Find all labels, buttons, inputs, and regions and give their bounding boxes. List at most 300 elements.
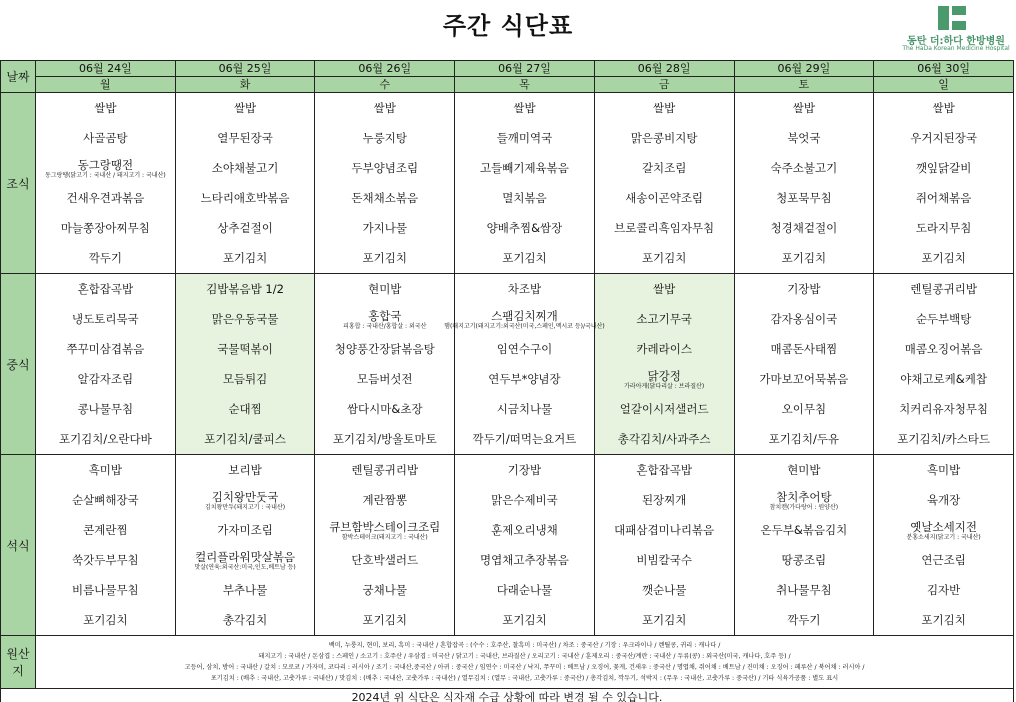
- day-of-week: 월: [36, 77, 176, 93]
- dish-name: 총각김치/사과주스: [617, 432, 711, 446]
- menu-item: [455, 183, 594, 213]
- menu-item: [315, 515, 454, 545]
- dish-name: 차조밥: [507, 282, 542, 296]
- dish-name: 포기김치: [502, 613, 547, 627]
- dish-name: 포기김치/카스타드: [897, 432, 990, 446]
- menu-item: [315, 575, 454, 605]
- menu-item: [874, 575, 1013, 605]
- dish-name: 쌀밥: [653, 282, 676, 296]
- dish-name: 깍두기: [88, 251, 123, 265]
- menu-item: [176, 93, 315, 123]
- menu-item: [176, 455, 315, 485]
- menu-item: [874, 334, 1013, 364]
- menu-item: [735, 515, 874, 545]
- menu-item: [455, 575, 594, 605]
- menu-item: [36, 575, 175, 605]
- dish-name: 혼합잡곡밥: [636, 463, 692, 477]
- origin-line: 백미, 누룽지, 현미, 보리, 흑미 : 국내산 / 혼합잡곡 : (수수 : 호주산, 찰흑미 : 미국산) / 차조 : 중국산 / 기장 : 우크라이나 / 렌틸콩, 귀리 : 캐나다 /: [328, 642, 721, 649]
- menu-item: [36, 424, 175, 454]
- lunch-label: 중식: [1, 274, 36, 455]
- dish-name: 닭강정: [647, 368, 681, 383]
- dish-name: 포기김치/방울토마토: [332, 432, 437, 446]
- dish-name: 쌀밥: [653, 101, 676, 115]
- menu-item: [874, 605, 1013, 635]
- menu-item: [176, 213, 315, 243]
- dish-name: 포기김치: [921, 251, 966, 265]
- day-of-week: 토: [734, 77, 874, 93]
- dish-name: 비름나물무침: [72, 583, 139, 597]
- dish-name: 포기김치/쿨피스: [204, 432, 286, 446]
- breakfast-menu-cell: [36, 93, 176, 274]
- dish-name: 단호박샐러드: [351, 553, 419, 567]
- menu-notice: 2024년 위 식단은 식자재 수급 상황에 따라 변경 될 수 있습니다.: [1, 689, 1014, 702]
- dish-name: 포기김치: [362, 251, 407, 265]
- origin-line: 포기김치 : (배추 : 국내산, 고춧가루 : 국내산) / 맛김치 : (배추 : 국내산, 고춧가루 : 국내산) / 열무김치 : (열무 : 국내산, 고춧가루 : 중국산) / 총각김치, 깍두기, 석박지 : (무우 : 국내산, 고춧가루 : 중국산) / 기타 식육가공품 : 별도 표시: [210, 675, 839, 682]
- day-date: 06월 24일: [36, 61, 176, 77]
- day-date: 06월 29일: [734, 61, 874, 77]
- menu-item: [874, 394, 1013, 424]
- menu-item: [315, 183, 454, 213]
- menu-item: [455, 213, 594, 243]
- menu-item: [874, 274, 1013, 304]
- lunch-menu-cell: [594, 274, 734, 455]
- menu-item: [315, 455, 454, 485]
- dish-name: 총각김치: [222, 613, 268, 627]
- menu-item: [595, 515, 734, 545]
- menu-item: [735, 545, 874, 575]
- origin-label: 원산지: [1, 636, 36, 689]
- menu-item: [595, 485, 734, 515]
- dish-name: 비빔칼국수: [636, 553, 692, 567]
- dinner-menu-cell: [36, 455, 176, 636]
- menu-item: [595, 93, 734, 123]
- dish-name: 쌀밥: [513, 101, 536, 115]
- lunch-menu-cell: [175, 274, 315, 455]
- dish-name: 쑥갓두부무침: [72, 553, 139, 567]
- breakfast-menu-cell: [315, 93, 455, 274]
- dish-name: 포기김치: [641, 251, 687, 265]
- dish-name: 누룽지탕: [362, 131, 407, 145]
- dish-name: 옛날소세지전: [910, 519, 977, 534]
- dish-name: 기장밥: [507, 463, 542, 477]
- lunch-menu-cell: [444, 274, 605, 455]
- dish-name: 국물떡볶이: [217, 342, 273, 356]
- dish-name: 브로콜리흑임자무침: [614, 221, 715, 235]
- menu-item: [874, 93, 1013, 123]
- day-of-week: 금: [594, 77, 734, 93]
- lunch-menu-cell: [36, 274, 176, 455]
- dish-origin-note: 함박스테이크(돼지고기 : 국내산): [341, 533, 428, 541]
- menu-item: [315, 485, 454, 515]
- page-title: 주간 식단표: [442, 12, 574, 40]
- menu-item: [595, 364, 734, 394]
- day-of-week: 화: [175, 77, 315, 93]
- menu-item: [455, 123, 594, 153]
- dish-name: 모듬버섯전: [356, 372, 413, 386]
- menu-item: [874, 424, 1013, 454]
- menu-item: [735, 213, 874, 243]
- dish-name: 양배추찜&쌈장: [486, 221, 563, 235]
- menu-item: [36, 274, 175, 304]
- menu-item: [176, 183, 315, 213]
- menu-item: [874, 183, 1013, 213]
- menu-item: [36, 153, 175, 183]
- menu-item: [874, 243, 1013, 273]
- menu-item: [36, 545, 175, 575]
- dish-name: 소고기무국: [636, 312, 692, 326]
- dish-name: 알감자조림: [77, 372, 134, 386]
- menu-item: [36, 394, 175, 424]
- dish-name: 포기김치: [781, 251, 827, 265]
- menu-item: [176, 364, 315, 394]
- menu-item: [455, 364, 594, 394]
- menu-item: [315, 304, 454, 334]
- menu-item: [595, 605, 734, 635]
- menu-item: [36, 605, 175, 635]
- dish-name: 쌀밥: [373, 101, 396, 115]
- menu-item: [176, 515, 315, 545]
- menu-item: [735, 153, 874, 183]
- dish-name: 동그랑땡전: [77, 157, 134, 172]
- hospital-logo: [902, 6, 1010, 54]
- dish-name: 순살뼈해장국: [72, 493, 139, 507]
- menu-item: [315, 123, 454, 153]
- menu-item: [36, 515, 175, 545]
- menu-item: [315, 334, 454, 364]
- origin-line: 돼지고기 : 국내산 / 돈삼겹 : 스페인 / 소고기 : 호주산 / 우삼겹 : 미국산 / 닭고기 : 국내산, 브라질산 / 오리고기 : 국내산 / 훈제오리 : 중국산/계란 : 국내산 / 두류(콩) : 외국산(미국, 캐나다, 호주 등) /: [258, 653, 791, 660]
- menu-item: [444, 304, 605, 334]
- menu-item: [36, 123, 175, 153]
- dish-name: 갈치조림: [641, 161, 687, 175]
- dish-name: 보리밥: [228, 463, 262, 477]
- menu-item: [315, 364, 454, 394]
- dish-name: 취나물무침: [776, 583, 832, 597]
- day-of-week: 수: [315, 77, 455, 93]
- dish-name: 매콤돈사태찜: [770, 342, 838, 356]
- dish-name: 청포묵무침: [776, 191, 832, 205]
- dish-name: 컬리플라워맛살볶음: [195, 549, 296, 564]
- dinner-menu-cell: [734, 455, 874, 636]
- dinner-menu-cell: [874, 455, 1014, 636]
- dish-origin-note: 피홍합 : 국내산/홍합살 : 외국산: [343, 322, 427, 330]
- menu-item: [455, 243, 594, 273]
- dish-name: 매콤오징어볶음: [904, 342, 983, 356]
- dish-name: 계란짬뽕: [362, 493, 407, 507]
- dish-name: 새송이곤약조림: [625, 191, 704, 205]
- lunch-menu-cell: [315, 274, 455, 455]
- dish-name: 순두부백탕: [915, 312, 972, 326]
- menu-item: [455, 515, 594, 545]
- menu-item: [176, 243, 315, 273]
- dish-name: 감자옹심이국: [770, 312, 838, 326]
- dish-origin-note: 분홍소세지(닭고기 : 국내산): [906, 533, 981, 541]
- dish-name: 모듬튀김: [222, 372, 268, 386]
- dish-name: 쌀밥: [233, 101, 257, 115]
- menu-item: [735, 123, 874, 153]
- day-date: 06월 26일: [315, 61, 455, 77]
- menu-item: [176, 304, 315, 334]
- dish-name: 참치추어탕: [776, 489, 832, 504]
- breakfast-menu-cell: [594, 93, 734, 274]
- menu-item: [315, 274, 454, 304]
- menu-item: [176, 545, 315, 575]
- hospital-logo-icon: [938, 6, 966, 30]
- menu-item: [735, 605, 874, 635]
- dish-name: 된장찌개: [641, 493, 687, 507]
- menu-item: [735, 93, 874, 123]
- menu-item: [595, 424, 734, 454]
- menu-item: [595, 274, 734, 304]
- menu-item: [36, 455, 175, 485]
- menu-item: [595, 243, 734, 273]
- dish-name: 스팸김치찌개: [491, 308, 558, 323]
- dish-name: 김밥볶음밥 1/2: [206, 282, 284, 296]
- menu-item: [176, 153, 315, 183]
- dish-name: 얼갈이시저샐러드: [619, 402, 709, 416]
- dish-name: 청양풍간장닭볶음탕: [334, 342, 435, 356]
- dinner-menu-cell: [455, 455, 595, 636]
- menu-item: [874, 364, 1013, 394]
- menu-item: [36, 213, 175, 243]
- breakfast-menu-cell: [455, 93, 595, 274]
- menu-item: [36, 183, 175, 213]
- dish-name: 도라지무침: [915, 221, 972, 235]
- dish-name: 쥐어채볶음: [915, 191, 972, 205]
- breakfast-label: 조식: [1, 93, 36, 274]
- menu-item: [735, 183, 874, 213]
- menu-item: [735, 575, 874, 605]
- dish-name: 상추겉절이: [217, 221, 273, 235]
- menu-item: [315, 545, 454, 575]
- menu-item: [455, 93, 594, 123]
- menu-item: [735, 394, 874, 424]
- menu-item: [595, 213, 734, 243]
- menu-item: [315, 93, 454, 123]
- dish-name: 멸치볶음: [502, 191, 547, 205]
- menu-item: [36, 93, 175, 123]
- dish-name: 포기김치/오란다바: [58, 432, 152, 446]
- day-of-week: 목: [455, 77, 595, 93]
- breakfast-menu-cell: [175, 93, 315, 274]
- day-of-week: 일: [874, 77, 1014, 93]
- dish-name: 가지나물: [362, 221, 407, 235]
- dish-name: 깻순나물: [641, 583, 687, 597]
- dish-name: 쌀밥: [792, 101, 815, 115]
- menu-item: [455, 485, 594, 515]
- menu-item: [315, 605, 454, 635]
- menu-item: [735, 334, 874, 364]
- dish-origin-note: 맛살(연육:외국산:미국,인도,베트남 등): [194, 563, 296, 571]
- day-date: 06월 28일: [594, 61, 734, 77]
- dish-name: 렌틸콩귀리밥: [910, 282, 977, 296]
- dish-name: 김치왕만둣국: [211, 489, 279, 504]
- dish-name: 포기김치: [83, 613, 128, 627]
- dish-name: 포기김치/두유: [768, 432, 840, 446]
- dish-name: 다래순나물: [496, 583, 553, 597]
- menu-item: [595, 153, 734, 183]
- dish-name: 콩나물무침: [77, 402, 134, 416]
- dish-name: 콘계란찜: [83, 523, 128, 537]
- dinner-menu-cell: [175, 455, 315, 636]
- menu-item: [455, 455, 594, 485]
- dish-name: 돈채채소볶음: [351, 191, 419, 205]
- menu-item: [176, 274, 315, 304]
- menu-item: [176, 605, 315, 635]
- dinner-label: 석식: [1, 455, 36, 636]
- menu-item: [176, 575, 315, 605]
- menu-item: [176, 334, 315, 364]
- menu-item: [315, 213, 454, 243]
- menu-item: [874, 515, 1013, 545]
- dish-name: 쭈꾸미삼겹볶음: [66, 342, 145, 356]
- dish-name: 청경채겉절이: [770, 221, 838, 235]
- dish-name: 온두부&볶음김치: [760, 523, 848, 537]
- dish-origin-note: 햄(돼지고기(돼지고기:외국산(미국,스페인,멕시코 등)/국내산): [444, 322, 605, 330]
- dish-origin-note: 김치왕만두(돼지고기 : 국내산): [205, 503, 286, 511]
- dish-name: 궁채나물: [362, 583, 407, 597]
- dish-name: 현미밥: [787, 463, 821, 477]
- menu-item: [315, 153, 454, 183]
- menu-item: [36, 304, 175, 334]
- dish-name: 카레라이스: [636, 342, 692, 356]
- lunch-menu-cell: [874, 274, 1014, 455]
- dish-name: 현미밥: [368, 282, 402, 296]
- dish-name: 기장밥: [787, 282, 821, 296]
- dish-name: 깻잎닭갈비: [915, 161, 972, 175]
- dish-name: 부추나물: [222, 583, 268, 597]
- menu-item: [595, 304, 734, 334]
- menu-item: [874, 123, 1013, 153]
- menu-item: [874, 455, 1013, 485]
- lunch-menu-cell: [734, 274, 874, 455]
- dish-name: 깍두기/떠먹는요거트: [472, 432, 577, 446]
- hospital-name: 동탄 더:하다 한방병원: [907, 36, 1005, 47]
- dish-name: 건새우견과볶음: [66, 191, 145, 205]
- menu-item: [315, 394, 454, 424]
- origin-line: 고등어, 삼치, 방어 : 국내산 / 갈치 : 모로코 / 가자미, 코다리 : 러시아 / 조기 : 국내산,중국산 / 아귀 : 중국산 / 임연수 : 미국산 / 낙지, 쭈꾸미 : 베트남 / 오징어, 꽃게, 건새우 : 중국산 / 명엽채, 쥐어채 : 베트남 / 진미채 : 오징어 : 페루산 / 북어채 : 러시아 /: [184, 664, 865, 671]
- weekly-menu-table: [0, 60, 1014, 702]
- menu-item: [36, 334, 175, 364]
- dinner-menu-cell: [594, 455, 734, 636]
- menu-item: [735, 485, 874, 515]
- menu-item: [455, 394, 594, 424]
- dish-origin-note: 동그랑땡(닭고기 : 국내산 / 돼지고기 : 국내산): [44, 171, 166, 179]
- dish-name: 마늘쫑장아찌무침: [60, 221, 150, 235]
- dish-name: 포기김치: [362, 613, 407, 627]
- breakfast-menu-cell: [734, 93, 874, 274]
- menu-item: [176, 424, 315, 454]
- menu-item: [595, 575, 734, 605]
- date-label: 날짜: [1, 61, 36, 93]
- day-date: 06월 27일: [455, 61, 595, 77]
- dish-origin-note: 가라아게(닭다리살 : 브라질산): [624, 382, 705, 390]
- menu-item: [455, 545, 594, 575]
- dish-name: 흑미밥: [926, 463, 961, 477]
- dish-name: 북엇국: [787, 131, 821, 145]
- dish-name: 소야채불고기: [211, 161, 279, 175]
- dish-name: 치커리유자청무침: [899, 402, 989, 416]
- dish-name: 두부양념조림: [351, 161, 419, 175]
- dish-name: 숙주소불고기: [770, 161, 838, 175]
- menu-item: [36, 485, 175, 515]
- dish-name: 맑은수제비국: [491, 493, 558, 507]
- menu-item: [595, 334, 734, 364]
- dish-name: 우거지된장국: [910, 131, 977, 145]
- menu-item: [874, 153, 1013, 183]
- dish-name: 열무된장국: [217, 131, 273, 145]
- hospital-subtitle: The HaDa Korean Medicine Hospital: [902, 45, 1010, 52]
- dish-name: 순대찜: [228, 402, 262, 416]
- dish-name: 고들빼기제육볶음: [480, 161, 569, 175]
- dish-origin-note: 참치캔(가다랑어 : 원양산): [769, 503, 839, 511]
- dish-name: 포기김치: [921, 613, 966, 627]
- menu-item: [735, 274, 874, 304]
- menu-item: [455, 605, 594, 635]
- dish-name: 오이무침: [781, 402, 827, 416]
- dish-name: 들깨미역국: [496, 131, 553, 145]
- menu-item: [735, 304, 874, 334]
- menu-item: [735, 424, 874, 454]
- menu-item: [595, 183, 734, 213]
- dish-name: 혼합잡곡밥: [77, 282, 134, 296]
- dish-name: 야채고로케&케찹: [900, 372, 987, 386]
- menu-item: [735, 455, 874, 485]
- menu-item: [595, 394, 734, 424]
- menu-item: [735, 364, 874, 394]
- menu-item: [455, 153, 594, 183]
- day-date: 06월 25일: [175, 61, 315, 77]
- menu-item: [874, 545, 1013, 575]
- dish-name: 냉도토리묵국: [72, 312, 139, 326]
- menu-item: [874, 213, 1013, 243]
- dish-name: 가마보꼬어묵볶음: [759, 372, 849, 386]
- dish-name: 연근조림: [921, 553, 966, 567]
- dish-name: 깍두기: [787, 613, 821, 627]
- breakfast-menu-cell: [874, 93, 1014, 274]
- menu-item: [176, 485, 315, 515]
- dish-name: 홍합국: [368, 308, 402, 323]
- day-date: 06월 30일: [874, 61, 1014, 77]
- dish-name: 쌀밥: [94, 101, 117, 115]
- dish-name: 맑은우동국물: [211, 312, 279, 326]
- menu-item: [315, 424, 454, 454]
- menu-item: [455, 424, 594, 454]
- menu-item: [176, 123, 315, 153]
- dish-name: 가자미조림: [217, 523, 273, 537]
- menu-item: [455, 334, 594, 364]
- dish-name: 시금치나물: [496, 402, 553, 416]
- dish-name: 연두부*양념장: [488, 372, 561, 386]
- menu-item: [315, 243, 454, 273]
- menu-item: [176, 394, 315, 424]
- origin-info: [36, 636, 1014, 689]
- dinner-menu-cell: [315, 455, 455, 636]
- dish-name: 대패삼겹미나리볶음: [614, 523, 715, 537]
- dish-name: 명엽채고추장볶음: [480, 553, 569, 567]
- menu-item: [874, 485, 1013, 515]
- menu-item: [455, 274, 594, 304]
- dish-name: 땅콩조림: [781, 553, 827, 567]
- menu-item: [36, 243, 175, 273]
- dish-name: 육개장: [926, 493, 961, 507]
- dish-name: 큐브함박스테이크조림: [329, 519, 441, 534]
- dish-name: 맑은콩비지탕: [630, 131, 698, 145]
- dish-name: 쌈다시마&초장: [346, 402, 423, 416]
- dish-name: 포기김치: [222, 251, 268, 265]
- menu-item: [874, 304, 1013, 334]
- menu-item: [735, 243, 874, 273]
- dish-name: 사골곰탕: [83, 131, 128, 145]
